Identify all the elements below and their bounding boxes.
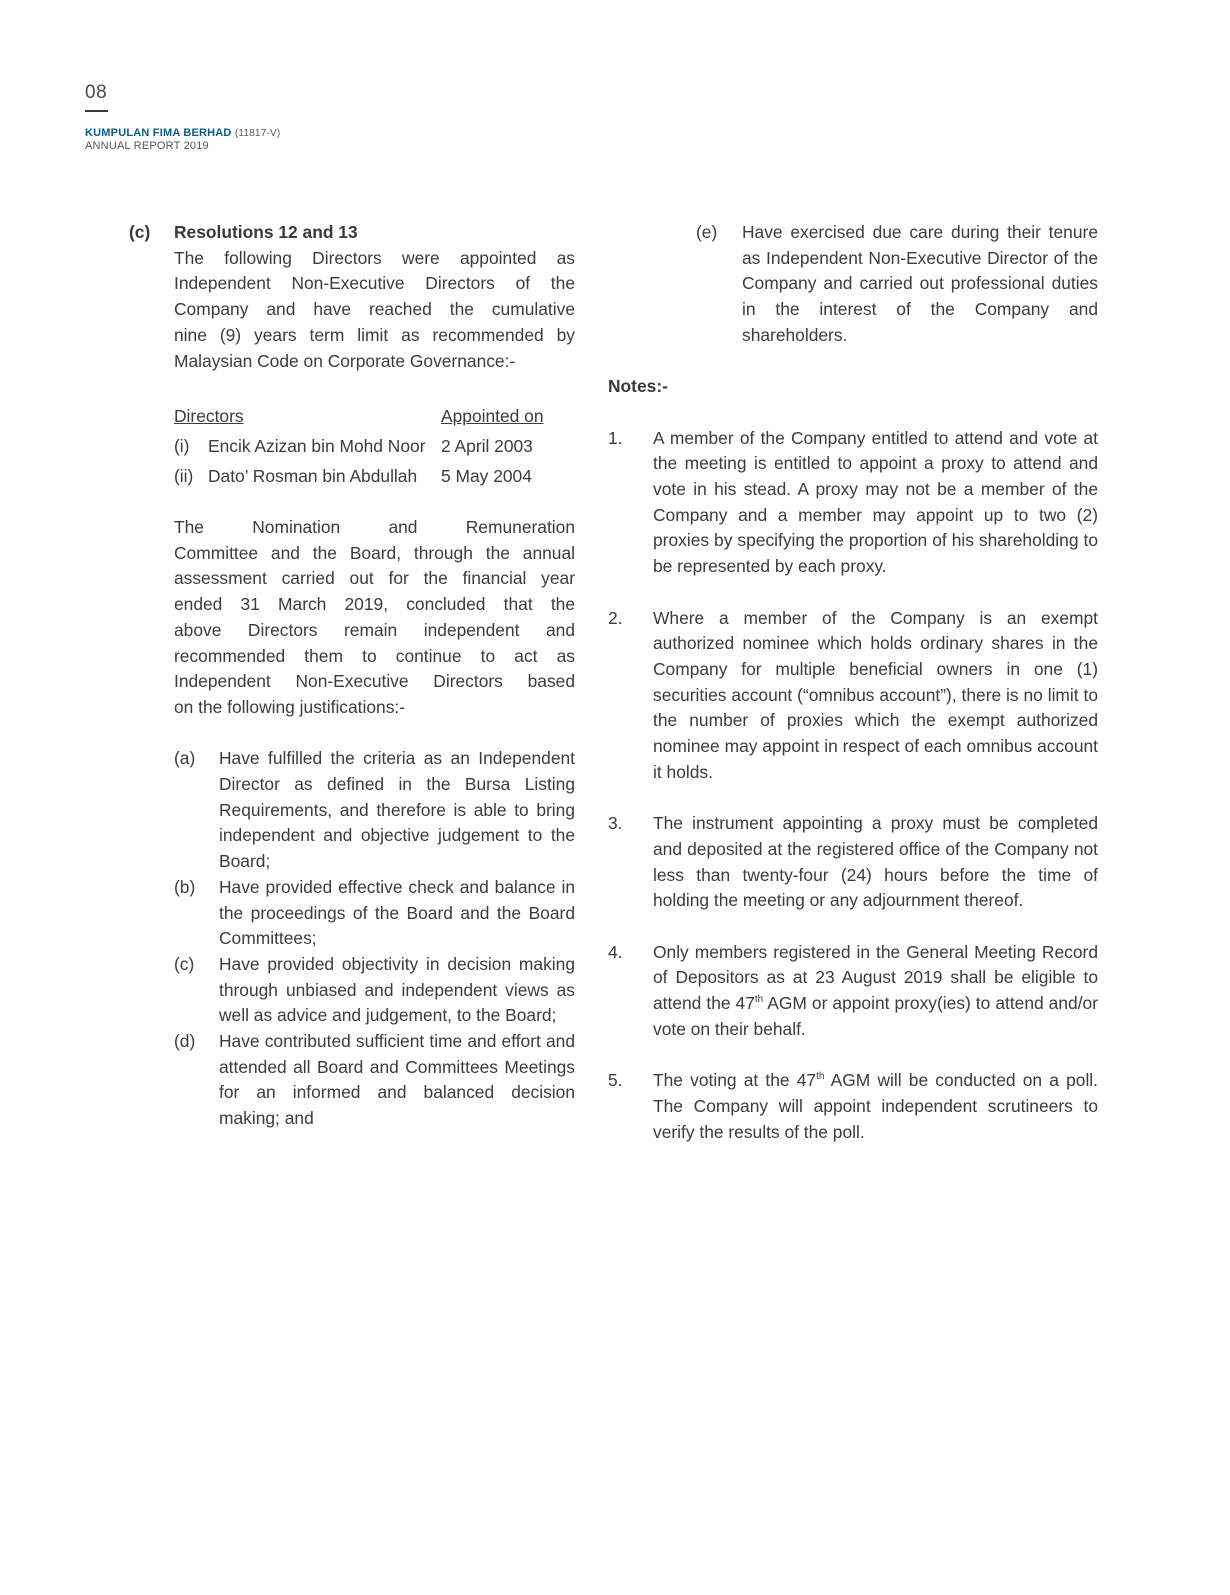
intro-line: The following Directors were appointed as	[174, 247, 575, 268]
director-row	[174, 464, 575, 490]
justification-item	[696, 220, 1098, 349]
justification-item	[174, 875, 575, 952]
note-text: A member of the Company entitled to attend and vote at the meeting is entitled to appoint a proxy to attend and vote in his stead. A proxy may not be a member of the Company and a member may appoint up to two (2) proxies by specifying the proportion of his shareholding to be represented by each proxy.	[653, 427, 1098, 577]
left-column	[129, 220, 575, 1132]
company-reg-number: (11817-V)	[234, 128, 281, 139]
report-title: ANNUAL REPORT 2019	[85, 140, 209, 152]
justification-text: Have provided effective check and balance in the proceedings of the Board and the Board Committees;	[219, 876, 575, 949]
note-text: Where a member of the Company is an exempt authorized nominee which holds ordinary shares in the Company for multiple beneficial owners in one (1) securities account (“omnibus account”), there is no limit to the number of proxies which the exempt authorized nominee may appoint in respect of each omnibus account it holds.	[653, 607, 1098, 782]
directors-table	[174, 404, 575, 489]
justification-text: Have contributed sufficient time and effort and attended all Board and Committees Meetings for an informed and balanced decision making; and	[219, 1031, 575, 1129]
note-text-part: AGM or appoint proxy(ies) to attend and/or vote on their behalf.	[653, 993, 1098, 1039]
page-number-rule	[85, 110, 108, 112]
conclusion-line: Committee and the Board, through the annual	[174, 542, 575, 563]
director-name: Dato’ Rosman bin Abdullah	[208, 465, 418, 486]
section-c-letter: (c)	[129, 222, 151, 242]
conclusion-line: recommended them to continue to act as	[174, 645, 575, 666]
note-number: 5.	[608, 1070, 623, 1091]
note-number: 2.	[608, 607, 623, 628]
justifications-list	[174, 746, 575, 1132]
note-text-part: AGM will be conducted on a poll. The Company will appoint independent scrutineers to verify the results of the poll.	[653, 1070, 1098, 1142]
conclusion-line: ended 31 March 2019, concluded that the	[174, 594, 575, 615]
note-text-part: The voting at the 47	[653, 1070, 817, 1091]
intro-line: nine (9) years term limit as recommended by	[174, 324, 575, 345]
directors-table-header	[174, 404, 575, 430]
section-c-conclusion	[174, 515, 575, 721]
note-number: 4.	[608, 941, 623, 962]
justification-text: Have fulfilled the criteria as an Independent Director as defined in the Bursa Listing Requirements, and therefore is able to bring independent and objective judgement to the Board;	[219, 748, 575, 872]
ordinal-suffix: th	[754, 994, 764, 1006]
note-text	[653, 1068, 1098, 1145]
company-name-text: KUMPULAN FIMA BERHAD	[85, 127, 232, 139]
note-number: 1.	[608, 427, 623, 448]
note-text-part: Only members registered in the General Meeting Record of Depositors as at 23 August 2019 shall be eligible to attend the 47	[653, 941, 1098, 1014]
note-item	[608, 426, 1098, 580]
section-c-intro	[174, 246, 575, 375]
ordinal-suffix: th	[816, 1071, 825, 1083]
conclusion-line: on the following justifications:-	[174, 696, 406, 717]
intro-line: Independent Non-Executive Directors of the	[174, 273, 575, 294]
director-appointed-date: 2 April 2003	[441, 435, 533, 456]
justification-item	[174, 746, 575, 875]
justification-label: (e)	[696, 222, 718, 242]
justification-label: (c)	[174, 953, 195, 974]
justification-item	[174, 1029, 575, 1132]
company-name	[85, 127, 280, 139]
right-column	[608, 220, 1098, 1145]
director-appointed-date: 5 May 2004	[441, 465, 532, 486]
justification-label: (d)	[174, 1031, 196, 1052]
conclusion-line: The Nomination and Remuneration	[174, 517, 575, 538]
intro-line: Company and have reached the cumulative	[174, 299, 575, 320]
director-row	[174, 434, 575, 460]
justification-text: Have provided objectivity in decision making through unbiased and independent views as well as advice and judgement, to the Board;	[219, 953, 575, 1026]
director-number: (ii)	[174, 465, 194, 486]
section-c-heading	[129, 220, 575, 246]
note-item	[608, 1068, 1098, 1145]
conclusion-line: above Directors remain independent and	[174, 619, 575, 640]
note-number: 3.	[608, 813, 623, 834]
intro-line: Malaysian Code on Corporate Governance:-	[174, 350, 516, 371]
notes-heading: Notes:-	[608, 376, 668, 397]
director-name: Encik Azizan bin Mohd Noor	[208, 435, 426, 456]
director-number: (i)	[174, 435, 190, 456]
note-item	[608, 606, 1098, 786]
note-text: The instrument appointing a proxy must be completed and deposited at the registered office of the Company not less than twenty-four (24) hours before the time of holding the meeting or any adjournment thereof.	[653, 813, 1098, 911]
justification-label: (b)	[174, 876, 196, 897]
justification-label: (a)	[174, 748, 196, 769]
justification-text: Have exercised due care during their tenure as Independent Non-Executive Director of the Company and carried out professional duties in the interest of the Company and shareholders.	[742, 222, 1098, 345]
justification-item	[174, 952, 575, 1029]
appointed-on-column-header: Appointed on	[441, 406, 544, 427]
note-item	[608, 940, 1098, 1043]
directors-column-header: Directors	[174, 406, 244, 427]
page-number: 08	[85, 82, 108, 103]
section-c-title: Resolutions 12 and 13	[174, 222, 358, 242]
note-text	[653, 940, 1098, 1043]
conclusion-line: assessment carried out for the financial year	[174, 568, 575, 589]
note-item	[608, 811, 1098, 914]
conclusion-line: Independent Non-Executive Directors based	[174, 671, 575, 692]
